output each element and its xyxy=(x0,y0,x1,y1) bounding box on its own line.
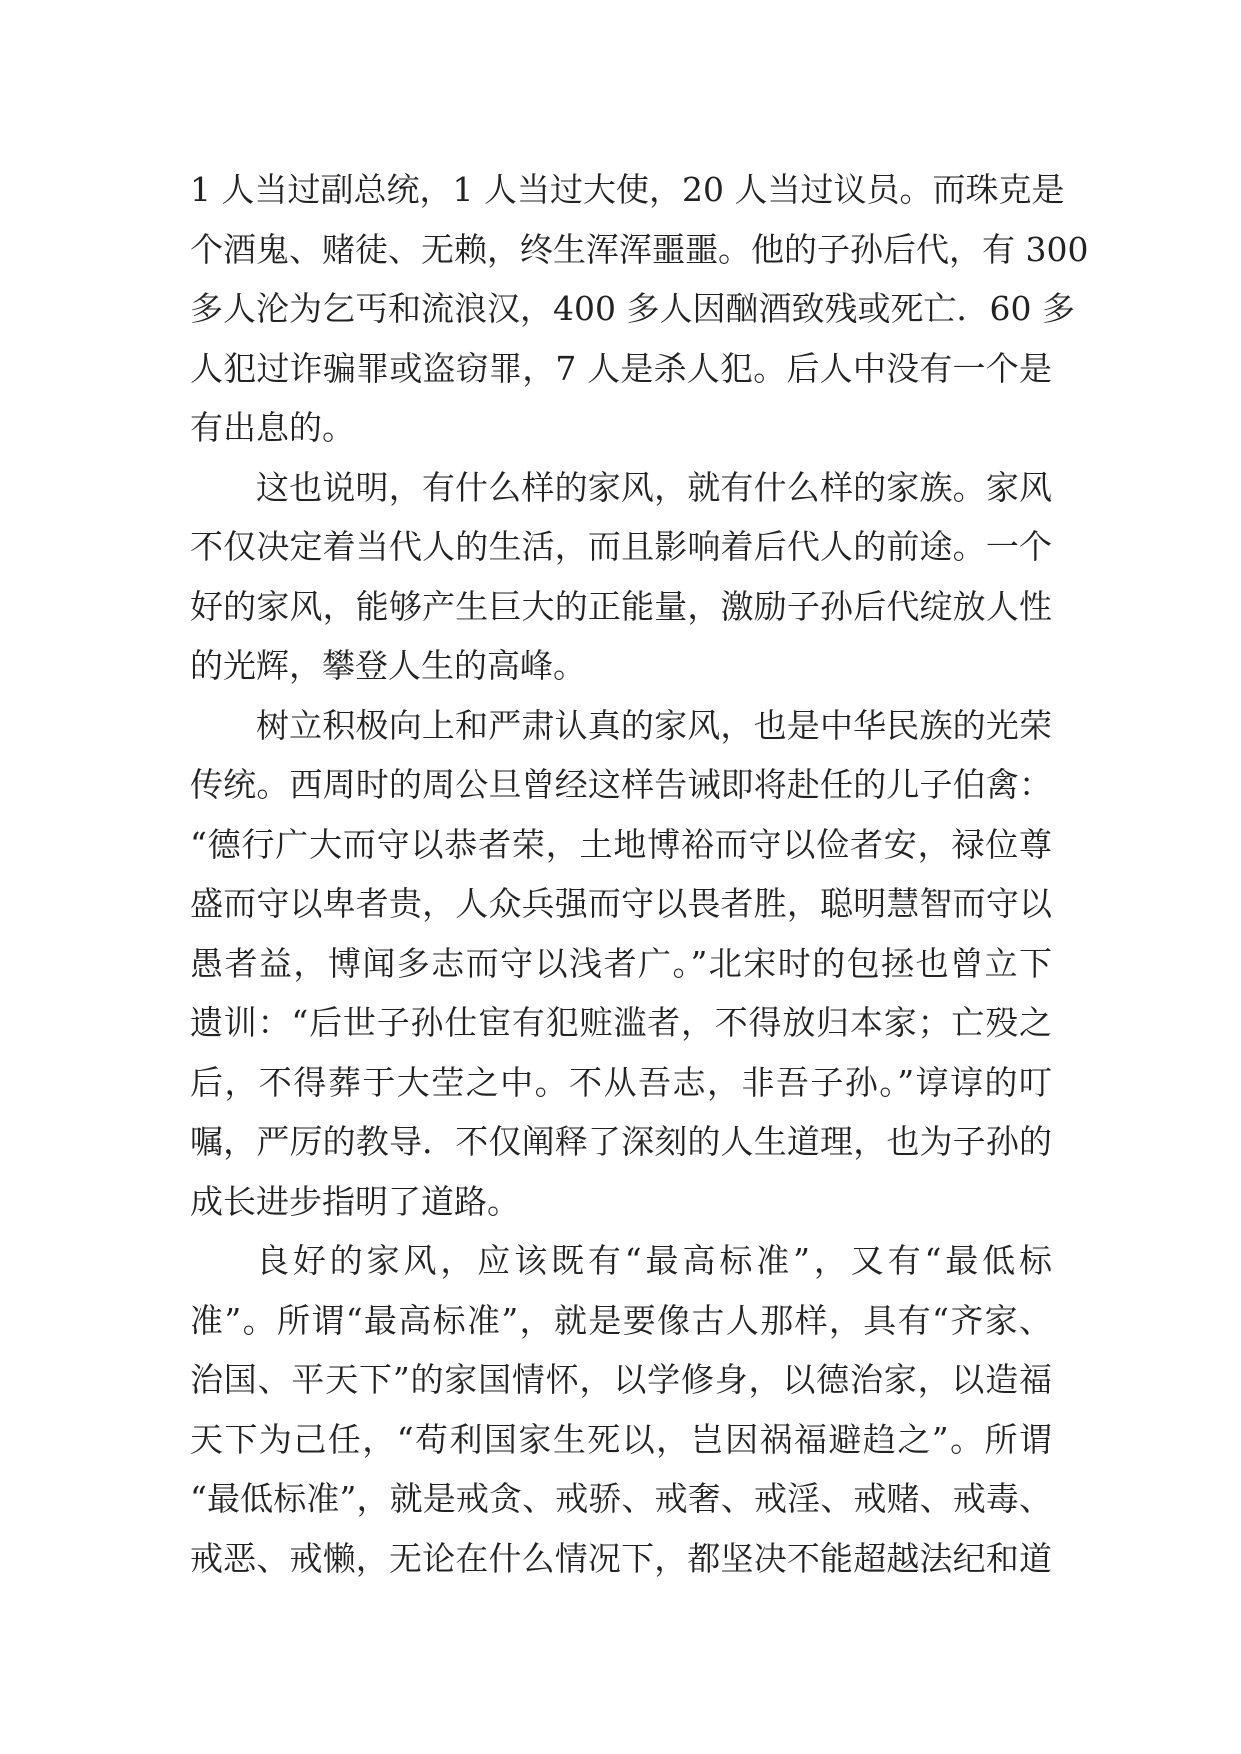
text-line: 愚者益，博闻多志而守以浅者广。”北宋时的包拯也曾立下 xyxy=(190,943,1052,983)
text-line: 不仅决定着当代人的生活，而且影响着后代人的前途。一个 xyxy=(190,527,1052,566)
text-line: 的光辉，攀登人生的高峰。 xyxy=(190,646,586,685)
text-line: 嘱，严厉的教导．不仅阐释了深刻的人生道理，也为子孙的 xyxy=(190,1122,1052,1161)
text-line: 成长进步指明了道路。 xyxy=(190,1181,520,1221)
text-line: 有出息的。 xyxy=(190,408,355,447)
text-line: 后，不得葬于大茔之中。不从吾志，非吾子孙。”谆谆的叮 xyxy=(190,1062,1052,1102)
text-line: “德行广大而守以恭者荣，土地博裕而守以俭者安，禄位尊 xyxy=(190,824,1052,864)
text-line: 这也说明，有什么样的家风，就有什么样的家族。家风 xyxy=(256,467,1052,507)
text-line: 盛而守以卑者贵，人众兵强而守以畏者胜，聪明慧智而守以 xyxy=(190,884,1052,923)
text-line: 戒恶、戒懒，无论在什么情况下，都坚决不能超越法纪和道 xyxy=(190,1538,1052,1578)
text-line: 人犯过诈骗罪或盗窃罪，7 人是杀人犯。后人中没有一个是 xyxy=(190,348,1052,388)
text-line: 多人沦为乞丐和流浪汉，400 多人因酗酒致残或死亡．60 多 xyxy=(190,289,1075,328)
text-line: 好的家风，能够产生巨大的正能量，激励子孙后代绽放人性 xyxy=(190,586,1052,626)
text-line: 良好的家风，应该既有“最高标准”，又有“最低标 xyxy=(256,1241,1052,1280)
text-line: 个酒鬼、赌徒、无赖，终生浑浑噩噩。他的子孙后代，有 300 xyxy=(190,229,1089,269)
body-text xyxy=(190,160,1089,1588)
text-line: “最低标准”，就是戒贪、戒骄、戒奢、戒淫、戒赌、戒毒、 xyxy=(190,1479,1052,1518)
text-line: 天下为己任，“苟利国家生死以，岂因祸福避趋之”。所谓 xyxy=(190,1419,1052,1459)
text-line: 1 人当过副总统，1 人当过大使，20 人当过议员。而珠克是 xyxy=(190,170,1065,209)
text-line: 树立积极向上和严肃认真的家风，也是中华民族的光荣 xyxy=(256,705,1052,745)
text-line: 治国、平天下”的家国情怀，以学修身，以德治家，以造福 xyxy=(190,1360,1052,1399)
text-line: 准”。所谓“最高标准”，就是要像古人那样，具有“齐家、 xyxy=(190,1300,1052,1340)
text-line: 传统。西周时的周公旦曾经这样告诫即将赴任的儿子伯禽： xyxy=(190,765,1052,804)
text-line: 遗训：“后世子孙仕宦有犯赃滥者，不得放归本家；亡殁之 xyxy=(190,1003,1052,1042)
